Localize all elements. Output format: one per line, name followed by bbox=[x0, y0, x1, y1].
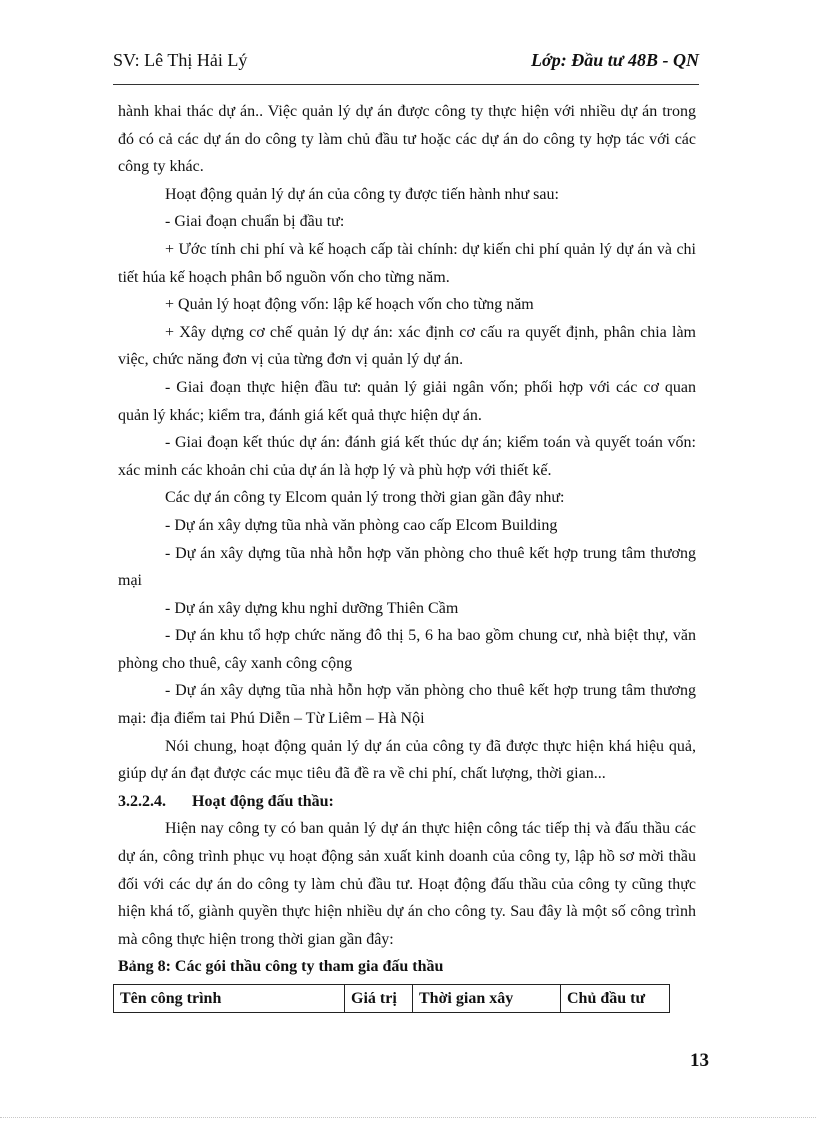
page-number: 13 bbox=[690, 1050, 709, 1071]
paragraph: - Dự án xây dựng khu nghỉ dưỡng Thiên Cầm bbox=[165, 599, 459, 617]
paragraph: Các dự án công ty Elcom quản lý trong thời gian gần đây như: bbox=[165, 489, 565, 507]
paragraph: + Xây dựng cơ chế quản lý dự án: xác định cơ cấu ra quyết định, phân chia làm việc, chức năng đơn vị của từng đơn vị quản lý dự án. bbox=[118, 323, 696, 369]
section-heading bbox=[118, 788, 696, 816]
header-student-name: SV: Lê Thị Hải Lý bbox=[113, 50, 248, 70]
header-class-name: Lớp: Đầu tư 48B - QN bbox=[531, 50, 699, 70]
paragraph: hành khai thác dự án.. Việc quản lý dự án được công ty thực hiện với nhiều dự án trong đó có cả các dự án do công ty làm chủ đầu tư hoặc các dự án do công ty hợp tác với các công ty khác. bbox=[118, 103, 696, 176]
paragraph: - Dự án khu tổ hợp chức năng đô thị 5, 6 ha bao gồm chung cư, nhà biệt thự, văn phòng cho thuê, cây xanh công cộng bbox=[118, 627, 696, 672]
table-header-cell: Thời gian xây bbox=[413, 985, 561, 1013]
table-header-cell: Giá trị bbox=[345, 985, 413, 1013]
table-header-cell: Tên công trình bbox=[114, 985, 345, 1013]
page-bottom-border bbox=[0, 1117, 816, 1118]
paragraph: - Giai đoạn chuẩn bị đầu tư: bbox=[165, 213, 345, 231]
paragraph: - Dự án xây dựng tũa nhà văn phòng cao cấp Elcom Building bbox=[165, 516, 558, 534]
paragraph: Hoạt động quản lý dự án của công ty được tiến hành như sau: bbox=[165, 185, 559, 203]
paragraph: Hiện nay công ty có ban quản lý dự án thực hiện công tác tiếp thị và đấu thầu các dự án, công trình phục vụ hoạt động sản xuất kinh doanh của công ty, lập hồ sơ mời thầu đối với các dự án do công ty làm chủ đầu tư. Hoạt động đấu thầu của công ty cũng thực hiện khá tố, giành quyền thực hiện nhiều dự án cho công ty. Sau đây là một số công trình mà công thực hiện trong thời gian gần đây: bbox=[118, 820, 696, 948]
section-number: 3.2.2.4. bbox=[118, 792, 166, 810]
paragraph: - Dự án xây dựng tũa nhà hỗn hợp văn phòng cho thuê kết hợp trung tâm thương mại: địa điểm tai Phú Diễn – Từ Liêm – Hà Nội bbox=[118, 682, 696, 728]
body-text bbox=[118, 98, 696, 981]
paragraph: - Dự án xây dựng tũa nhà hỗn hợp văn phòng cho thuê kết hợp trung tâm thương mại bbox=[118, 544, 696, 590]
paragraph: - Giai đoạn kết thúc dự án: đánh giá kết thúc dự án; kiểm toán và quyết toán vốn: xác minh các khoản chi của dự án là hợp lý và phù hợp với thiết kế. bbox=[118, 434, 696, 479]
paragraph: + Ước tính chi phí và kế hoạch cấp tài chính: dự kiến chi phí quản lý dự án và chi tiết húa kế hoạch phân bổ nguồn vốn cho từng năm. bbox=[118, 240, 696, 286]
header-rule bbox=[113, 84, 699, 85]
bidding-table bbox=[113, 984, 670, 1013]
paragraph: - Giai đoạn thực hiện đầu tư: quản lý giải ngân vốn; phối hợp với các cơ quan quản lý khác; kiểm tra, đánh giá kết quả thực hiện dự án. bbox=[118, 378, 696, 424]
section-title: Hoạt động đấu thầu: bbox=[192, 792, 334, 810]
table-caption: Bảng 8: Các gói thầu công ty tham gia đấu thầu bbox=[118, 958, 444, 976]
paragraph: + Quản lý hoạt động vốn: lập kế hoạch vốn cho từng năm bbox=[165, 296, 534, 314]
table-header-row bbox=[114, 985, 670, 1013]
table-header-cell: Chủ đầu tư bbox=[561, 985, 670, 1013]
page-header bbox=[113, 50, 699, 78]
paragraph: Nói chung, hoạt động quản lý dự án của công ty đã được thực hiện khá hiệu quả, giúp dự án đạt được các mục tiêu đã đề ra về chi phí, chất lượng, thời gian... bbox=[118, 737, 696, 783]
